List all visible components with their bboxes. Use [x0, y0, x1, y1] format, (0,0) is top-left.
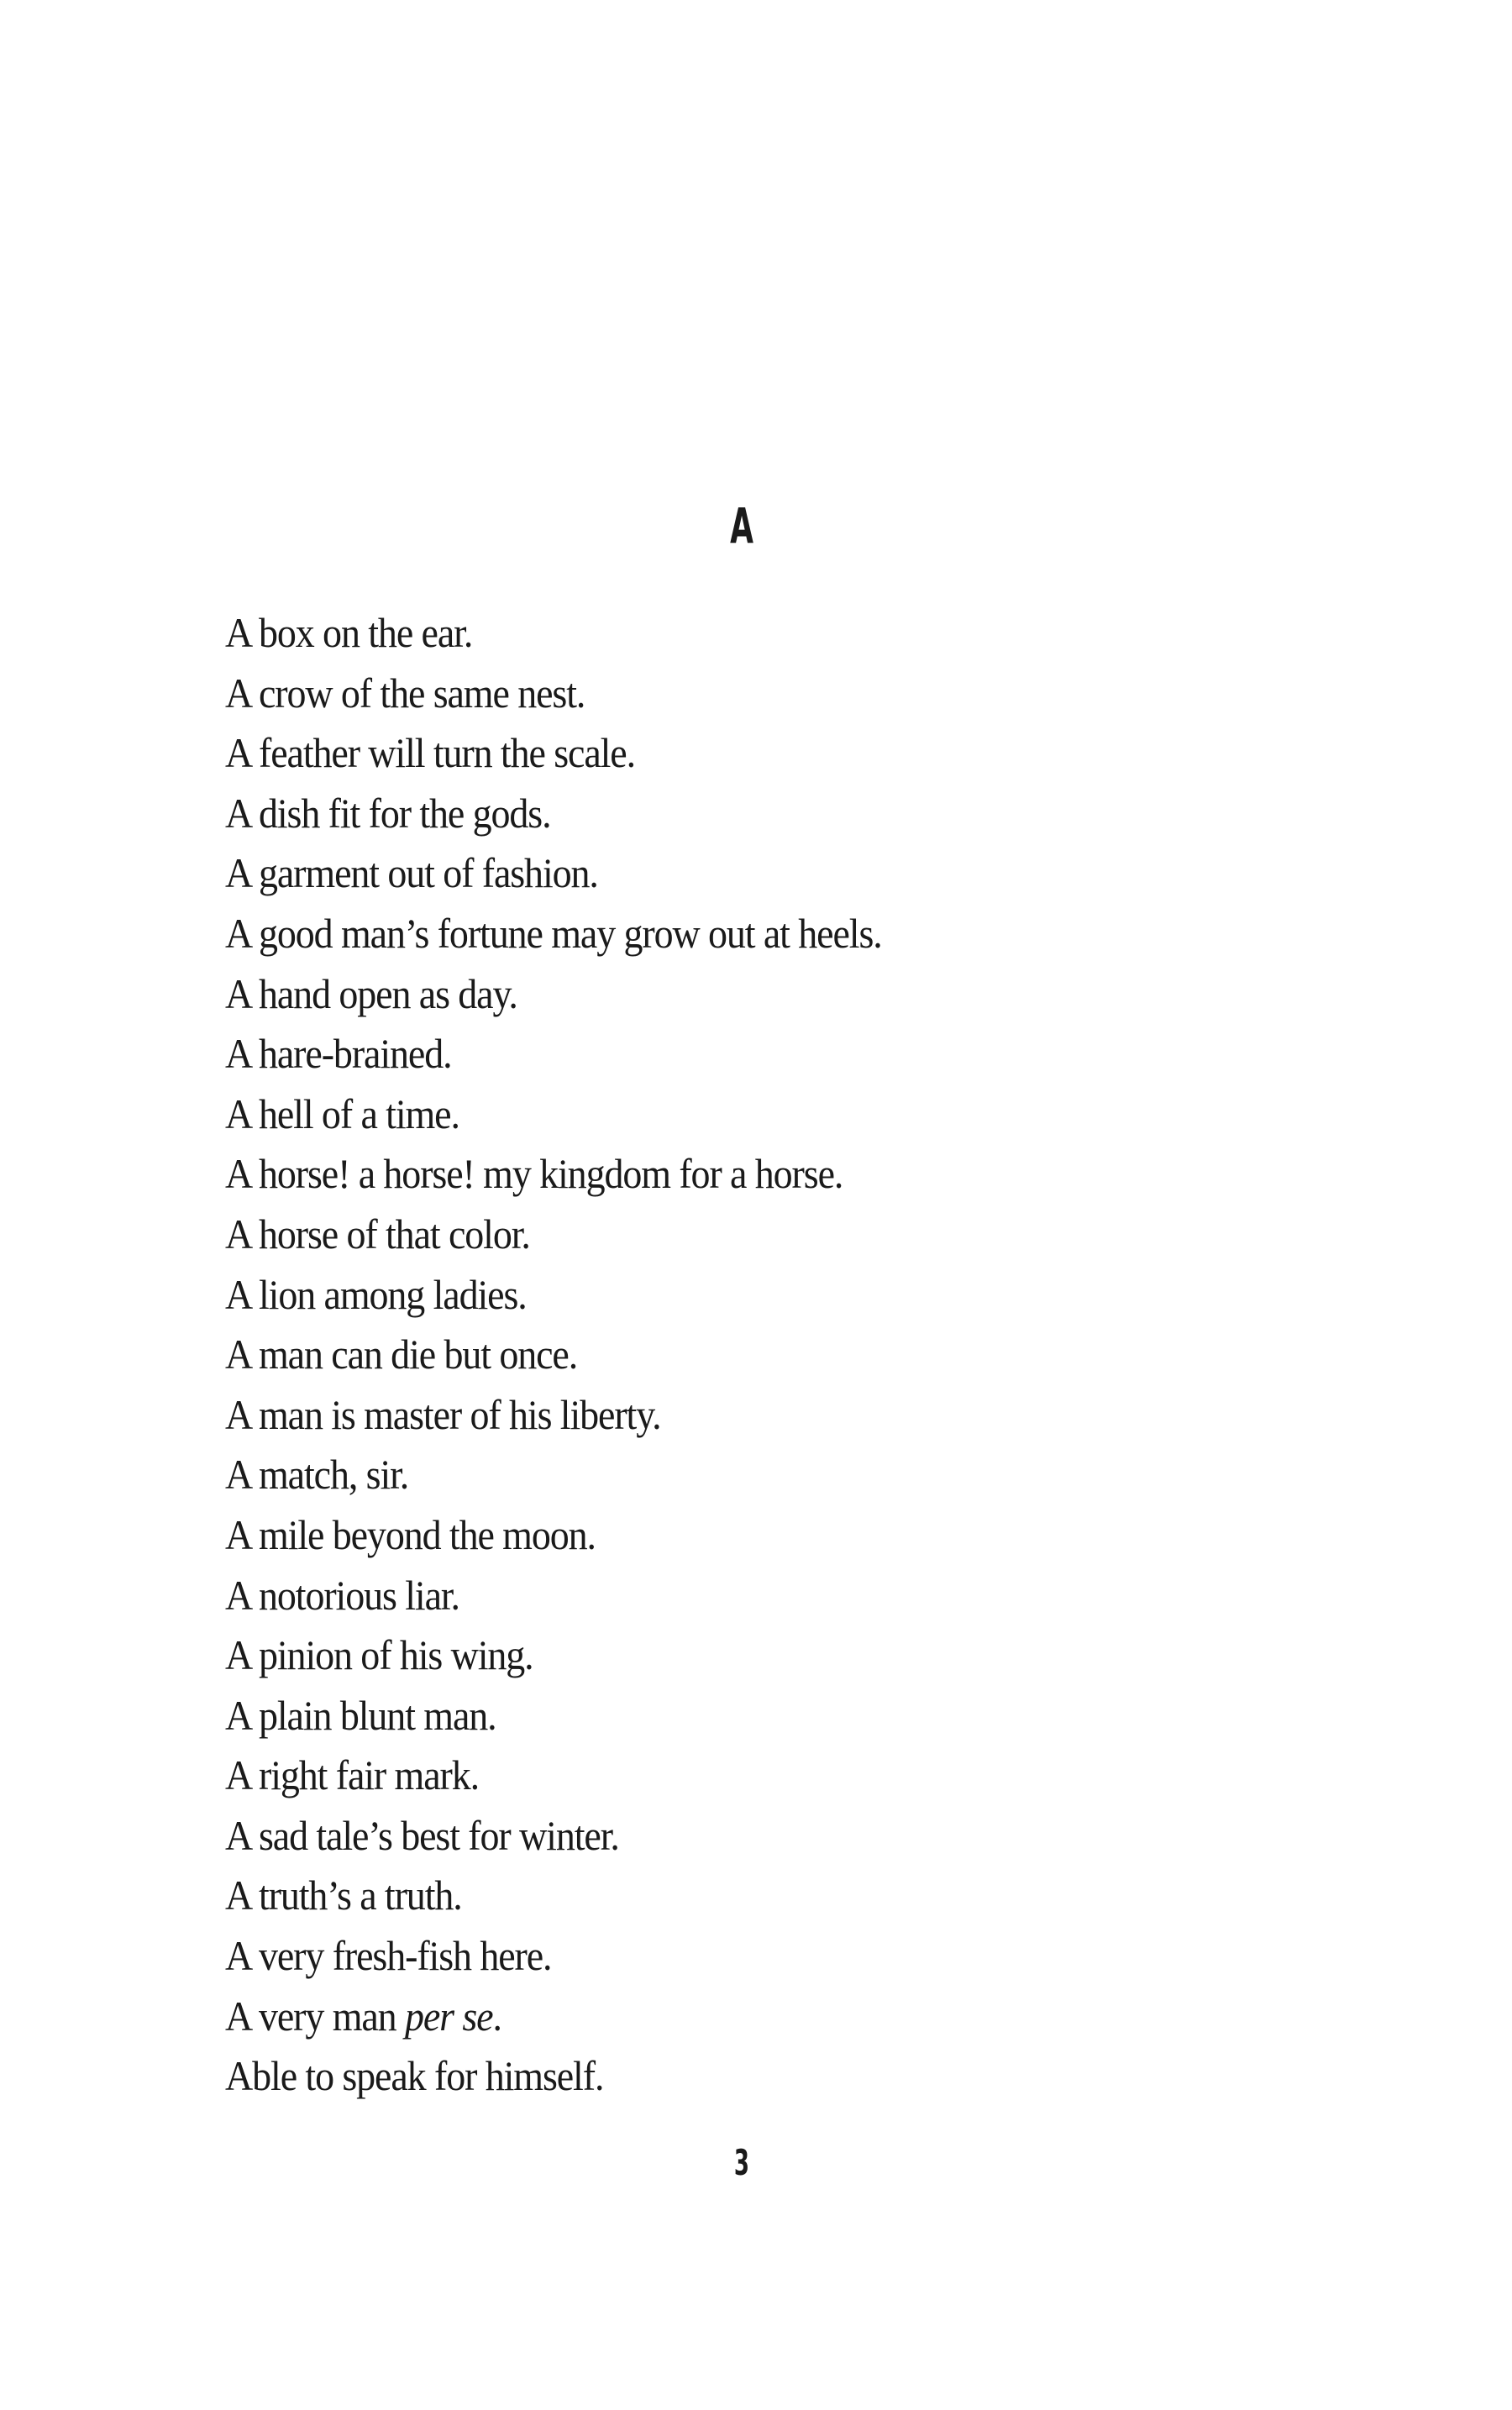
phrase-line: A crow of the same nest.	[225, 669, 585, 717]
phrase-line: A horse! a horse! my kingdom for a horse.	[225, 1150, 843, 1198]
phrase-line: A hand open as day.	[225, 969, 517, 1017]
phrase-line: A hell of a time.	[225, 1089, 459, 1137]
phrase-line: A feather will turn the scale.	[225, 729, 636, 777]
phrase-line: Able to speak for himself.	[225, 2052, 604, 2100]
phrase-line: A good man’s fortune may grow out at heels.	[225, 909, 882, 957]
phrase-line	[225, 1987, 882, 2047]
phrase-line: A hare-brained.	[225, 1030, 452, 1078]
phrase-line: A match, sir.	[225, 1451, 409, 1499]
phrase-line: A notorious liar.	[225, 1571, 459, 1619]
phrase-punctuation: .	[492, 1992, 501, 2040]
phrase-line: A sad tale’s best for winter.	[225, 1811, 619, 1859]
phrase-line: A mile beyond the moon.	[225, 1510, 596, 1558]
phrase-line: A right fair mark.	[225, 1751, 480, 1799]
phrase-line: A lion among ladies.	[225, 1270, 527, 1318]
page-number: 3	[733, 2142, 750, 2183]
phrase-list	[225, 603, 939, 2107]
section-heading: A	[730, 497, 753, 554]
phrase-line: A plain blunt man.	[225, 1691, 496, 1739]
phrase-line: A box on the ear.	[225, 609, 473, 656]
phrase-line: A truth’s a truth.	[225, 1872, 462, 1919]
italic-phrase: per se	[404, 1992, 493, 2040]
phrase-line: A dish fit for the gods.	[225, 789, 551, 837]
phrase-text: A very man	[225, 1992, 405, 2040]
phrase-line: A man can die but once.	[225, 1331, 578, 1378]
phrase-line: A very fresh-fish here.	[225, 1932, 552, 1980]
phrase-line: A pinion of his wing.	[225, 1631, 533, 1679]
phrase-line: A man is master of his liberty.	[225, 1390, 661, 1438]
phrase-line: A horse of that color.	[225, 1210, 530, 1258]
phrase-line: A garment out of fashion.	[225, 849, 598, 897]
